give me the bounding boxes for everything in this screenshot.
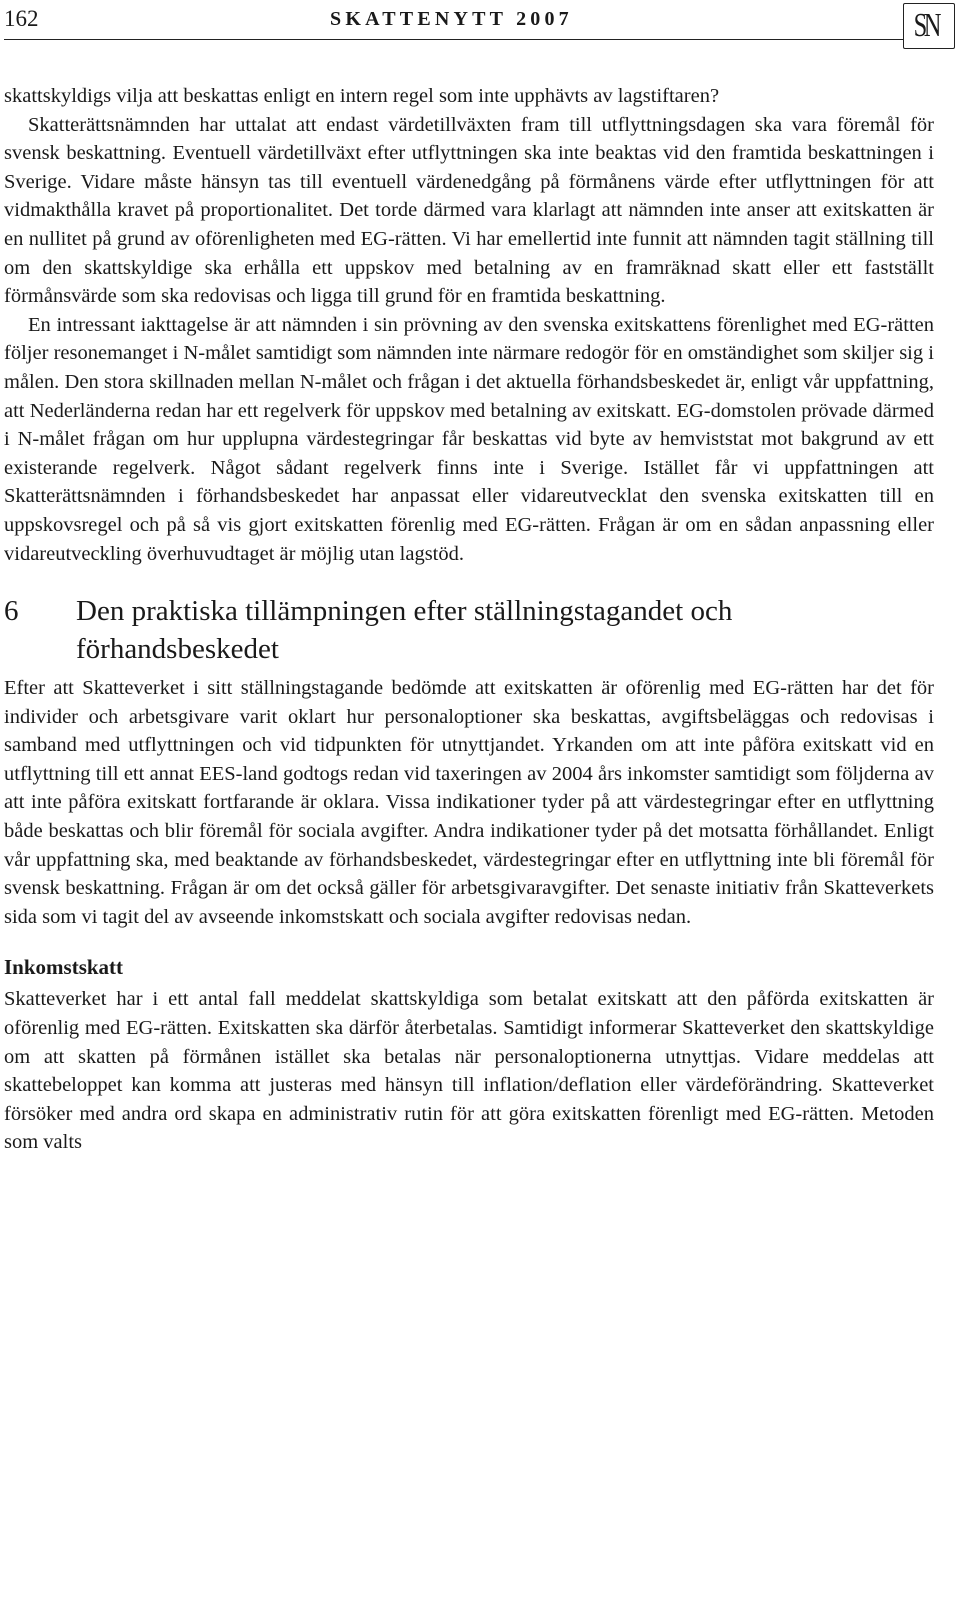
journal-logo (903, 3, 955, 49)
section-number: 6 (4, 595, 19, 628)
journal-title: SKATTENYTT 2007 (330, 8, 573, 30)
header-rule (4, 39, 955, 40)
section-title: Den praktiska tillämpningen efter ställningstagandet och förhandsbeskedet (76, 595, 733, 666)
article-body (4, 82, 934, 1157)
page-number: 162 (4, 6, 39, 31)
paragraph-4: Efter att Skatteverket i sitt ställningstagande bedömde att exitskatten är oförenlig med EG-rätten har det för individer och arbetsgivare varit oklart hur personaloptioner ska beskattas, avgiftsbeläggas och redovisas i samband med utflyttningen och vid tidpunkten för utnyttjandet. Yrkanden om att inte påföra exitskatt vid en utflyttning till ett annat EES-land godtogs redan vid taxeringen av 2004 års inkomster samtidigt som följderna av att inte påföra exitskatt fortfarande är oklara. Vissa indikationer tyder på att värdestegringar efter en utflyttning både beskattas och blir föremål för sociala avgifter. Andra indikationer tyder på det motsatta förhållandet. Enligt vår uppfattning ska, med beaktande av förhandsbeskedet, värdestegringar efter en utflyttning inte bli föremål för svensk beskattning. Frågan är om det också gäller för arbetsgivaravgifter. Det senaste initiativ från Skatteverkets sida som vi tagit del av avseende inkomstskatt och sociala avgifter redovisas nedan. (4, 677, 934, 928)
paragraph-1: skattskyldigs vilja att beskattas enligt en intern regel som inte upphävts av lagstiftaren? (4, 85, 720, 107)
subheading-inkomstskatt: Inkomstskatt (4, 955, 124, 980)
paragraph-3: En intressant iakttagelse är att nämnden i sin prövning av den svenska exitskattens förenlighet med EG-rätten följer resonemanget i N-målet samtidigt som nämnden inte närmare redogör för en omständighet som skiljer sig i målen. Den stora skillnaden mellan N-målet och frågan i det aktuella förhandsbeskedet är, enligt vår uppfattning, att Nederländerna redan har ett regelverk för uppskov med betalning av exitskatt. EG-domstolen prövade därmed i N-målet frågan om hur upplupna värdestegringar får beskattas vid byte av hemviststat mot bakgrund av ett existerande regelverk. Något sådant regelverk finns inte i Sverige. Istället får vi uppfattningen att Skatterättsnämnden i förhandsbeskedet har anpassat eller vidareutvecklat den svenska exitskatten till en uppskovsregel och på så vis gjort exitskatten förenlig med EG-rätten. Frågan är om en sådan anpassning eller vidareutveckling överhuvudtaget är möjlig utan lagstöd. (4, 313, 934, 565)
paragraph-2: Skatterättsnämnden har uttalat att endast värdetillväxten fram till utflyttningsdagen ska vara föremål för svensk beskattning. Eventuell värdetillväxt efter utflyttningen ska inte beaktas vid den framtida beskattningen i Sverige. Vidare måste hänsyn tas till eventuell värdenedgång på förmånens värde efter utflyttningen för att vidmakthålla kravet på proportionalitet. Det torde därmed vara klarlagt att nämnden inte anser att exitskatten är en nullitet på grund av oförenligheten med EG-rätten. Vi har emellertid inte funnit att nämnden tagit ställning till om den skattskyldige ska erhålla ett uppskov med betalning av en framräknad skatt eller ett fastställt förmånsvärde som ska redovisas och ligga till grund för en framtida beskattning. (4, 113, 934, 308)
page-header (0, 0, 960, 42)
section-heading (4, 592, 934, 668)
logo-text: SN (913, 7, 939, 44)
paragraph-5: Skatteverket har i ett antal fall meddelat skattskyldiga som betalat exitskatt att den påförda exitskatten är oförenlig med EG-rätten. Exitskatten ska därför återbetalas. Samtidigt informerar Skatteverket den skattskyldige om att skatten på förmånen istället ska betalas när personaloptionerna utnyttjas. Vidare meddelas att skattebeloppet kan komma att justeras med hänsyn till inflation/deflation eller värdeförändring. Skatteverket försöker med andra ord skapa en administrativ rutin för att göra exitskatten förenligt med EG-rätten. Metoden som valts (4, 988, 934, 1154)
